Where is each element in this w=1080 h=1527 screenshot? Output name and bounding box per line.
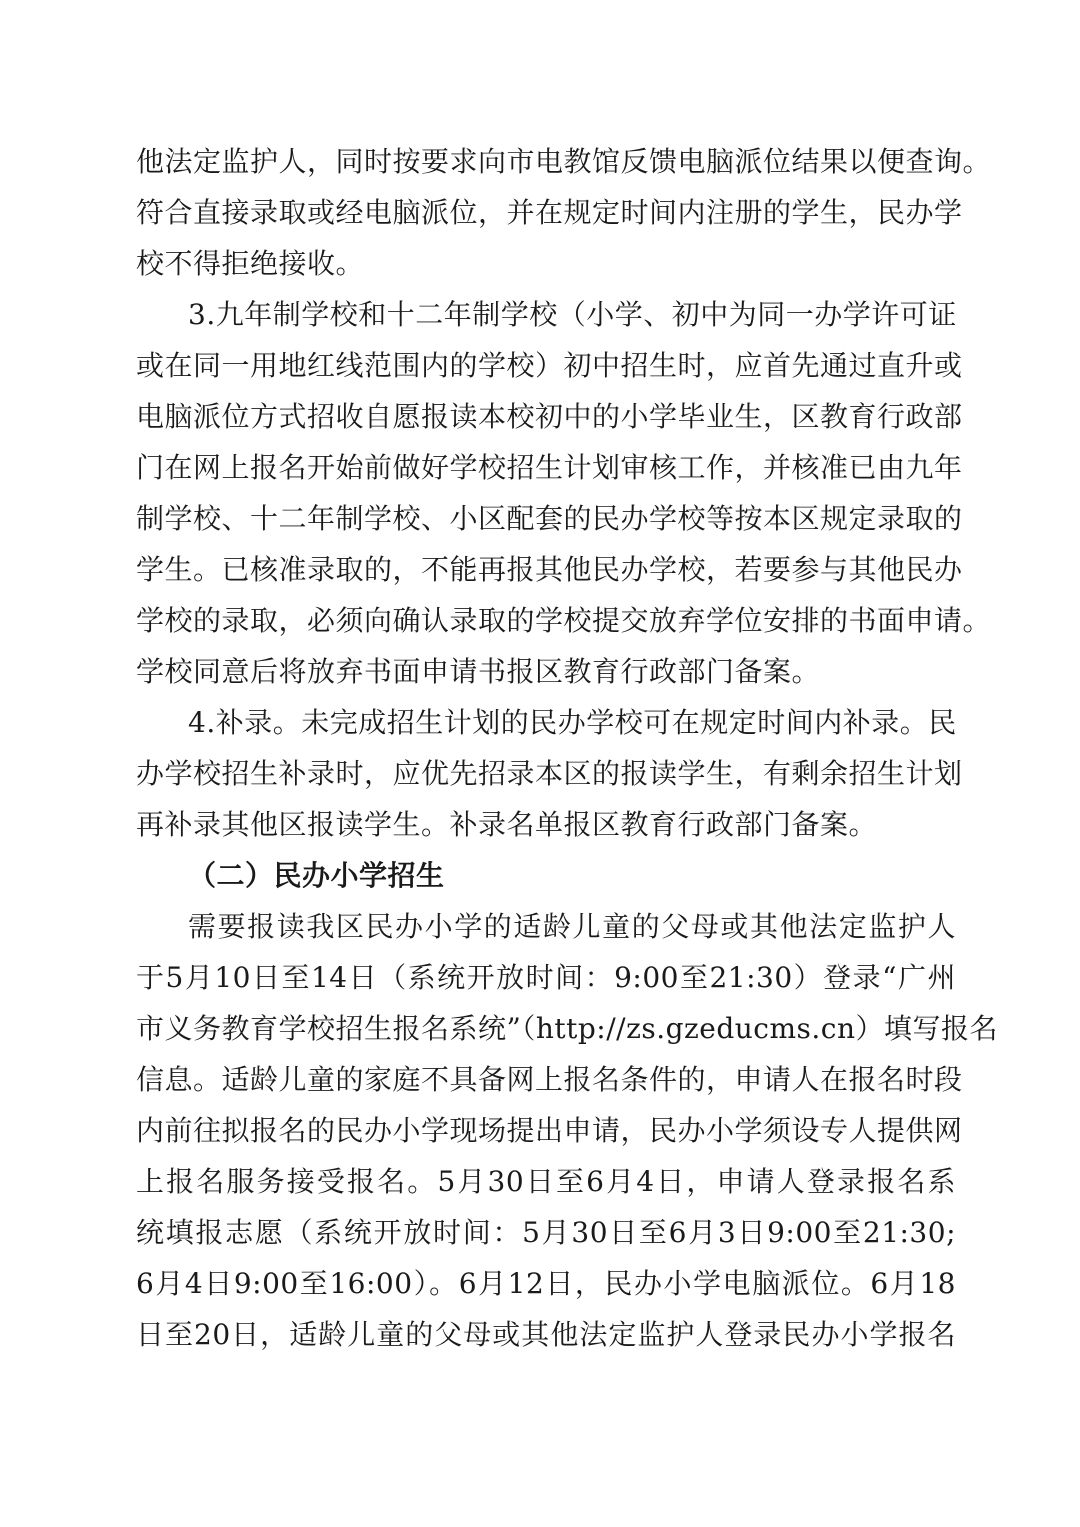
text-line: 4.补录。未完成招生计划的民办学校可在规定时间内补录。民 bbox=[188, 706, 957, 739]
text-line: 制学校、十二年制学校、小区配套的民办学校等按本区规定录取的 bbox=[136, 502, 963, 535]
text-line: 市义务教育学校招生报名系统”（http://zs.gzeducms.cn）填写报名 bbox=[136, 1012, 999, 1045]
text-line: 学生。已核准录取的，不能再报其他民办学校，若要参与其他民办 bbox=[136, 553, 963, 586]
text-line: 学校同意后将放弃书面申请书报区教育行政部门备案。 bbox=[136, 655, 821, 688]
text-line: 日至20日，适龄儿童的父母或其他法定监护人登录民办小学报名 bbox=[136, 1318, 956, 1351]
text-line: 再补录其他区报读学生。补录名单报区教育行政部门备案。 bbox=[136, 808, 878, 841]
text-line: 办学校招生补录时，应优先招录本区的报读学生，有剩余招生计划 bbox=[136, 757, 963, 790]
section-heading: （二）民办小学招生 bbox=[188, 859, 445, 892]
text-line: 需要报读我区民办小学的适龄儿童的父母或其他法定监护人 bbox=[188, 910, 956, 943]
text-line: 于5月10日至14日（系统开放时间：9:00至21:30）登录“广州 bbox=[136, 961, 956, 994]
text-line: 符合直接录取或经电脑派位，并在规定时间内注册的学生，民办学 bbox=[136, 196, 963, 229]
text-line: 统填报志愿（系统开放时间：5月30日至6月3日9:00至21:30; bbox=[136, 1216, 956, 1249]
text-line: 门在网上报名开始前做好学校招生计划审核工作，并核准已由九年 bbox=[136, 451, 963, 484]
text-line: 电脑派位方式招收自愿报读本校初中的小学毕业生，区教育行政部 bbox=[136, 400, 963, 433]
text-line: 他法定监护人，同时按要求向市电教馆反馈电脑派位结果以便查询。 bbox=[136, 145, 992, 178]
text-line: 学校的录取，必须向确认录取的学校提交放弃学位安排的书面申请。 bbox=[136, 604, 992, 637]
text-line: 上报名服务接受报名。5月30日至6月4日，申请人登录报名系 bbox=[136, 1165, 956, 1198]
text-line: 6月4日9:00至16:00）。6月12日，民办小学电脑派位。6月18 bbox=[136, 1267, 956, 1300]
text-line: 内前往拟报名的民办小学现场提出申请，民办小学须设专人提供网 bbox=[136, 1114, 963, 1147]
text-line: 或在同一用地红线范围内的学校）初中招生时，应首先通过直升或 bbox=[136, 349, 963, 382]
text-line: 信息。适龄儿童的家庭不具备网上报名条件的，申请人在报名时段 bbox=[136, 1063, 963, 1096]
text-line: 校不得拒绝接收。 bbox=[136, 247, 365, 280]
text-line: 3.九年制学校和十二年制学校（小学、初中为同一办学许可证 bbox=[188, 298, 957, 331]
